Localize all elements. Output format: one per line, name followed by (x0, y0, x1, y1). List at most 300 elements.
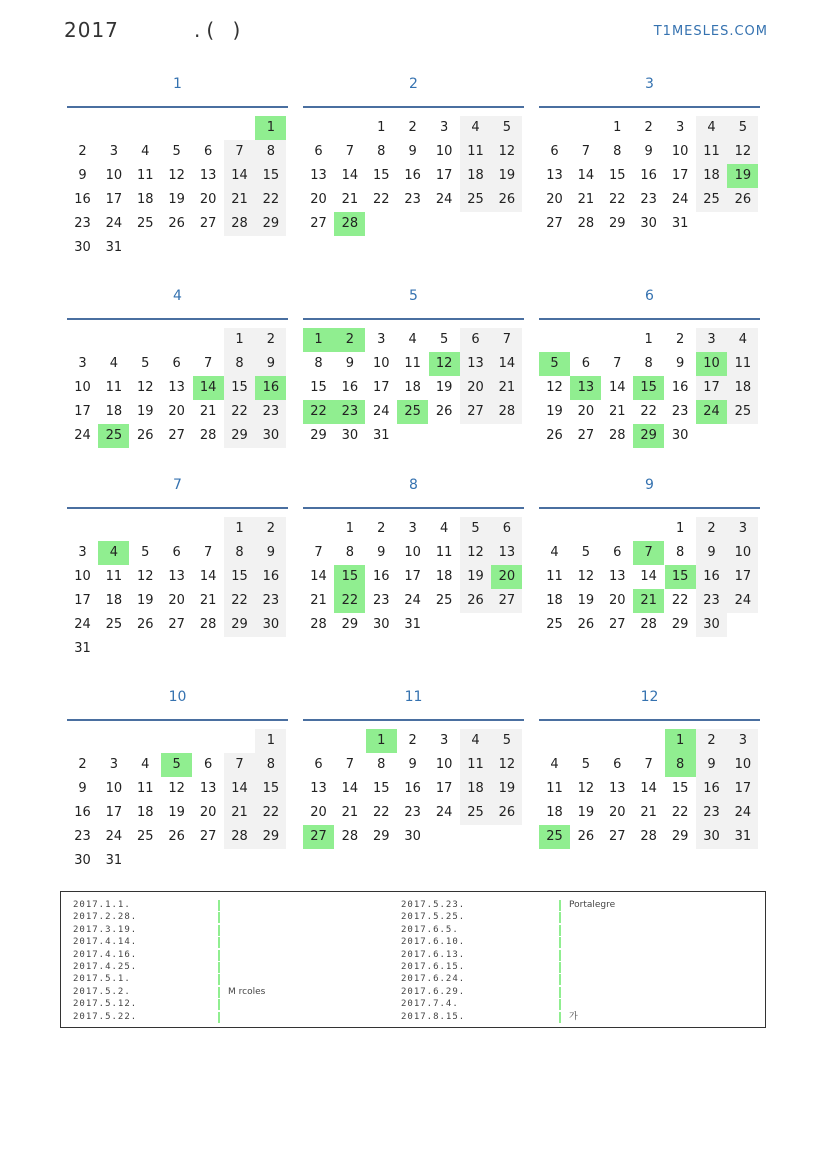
day-cell: 18 (137, 192, 154, 207)
holiday-date: 2017.4.14. (73, 937, 138, 948)
day-cell: 31 (74, 641, 91, 656)
holiday-day-cell: 15 (334, 565, 365, 589)
day-cell: 28 (640, 829, 657, 844)
day-cell: 20 (310, 192, 327, 207)
day-cell: 15 (373, 781, 390, 796)
holiday-date: 2017.3.19. (73, 924, 138, 935)
day-cell: 25 (137, 216, 154, 231)
month-name: 1 (173, 76, 182, 92)
day-cell: 18 (105, 593, 123, 608)
day-cell: 29 (373, 829, 390, 844)
holiday-date: 2017.2.28. (73, 912, 138, 923)
day-cell: 12 (577, 569, 595, 584)
day-cell: 16 (696, 565, 727, 589)
day-cell: 17 (373, 380, 390, 395)
month-days (539, 721, 760, 849)
day-cell: 25 (727, 400, 758, 424)
holiday-date: 2017.6.10. (401, 937, 466, 948)
holiday-day-cell: 5 (539, 352, 570, 376)
day-cell: 17 (105, 192, 123, 207)
day-cell: 2 (675, 332, 685, 347)
day-cell: 19 (460, 565, 491, 589)
day-cell: 4 (408, 332, 417, 347)
day-cell: 19 (435, 380, 453, 395)
day-cell: 12 (546, 380, 563, 395)
day-cell: 22 (373, 805, 390, 820)
day-cell: 2 (377, 521, 386, 536)
month-11 (303, 685, 524, 849)
day-cell: 21 (341, 805, 359, 820)
day-cell: 14 (609, 380, 626, 395)
day-cell: 15 (671, 781, 689, 796)
day-cell: 28 (310, 617, 327, 632)
day-cell: 8 (224, 352, 255, 376)
day-cell: 6 (172, 356, 181, 371)
day-cell: 3 (696, 328, 727, 352)
month-days (303, 721, 524, 849)
day-cell: 17 (696, 376, 727, 400)
day-cell: 17 (435, 781, 453, 796)
day-cell: 29 (224, 613, 255, 637)
day-cell: 9 (408, 757, 417, 772)
month-1 (67, 72, 288, 260)
day-cell: 10 (105, 168, 123, 183)
holiday-color-marker (559, 962, 561, 973)
day-cell: 10 (671, 144, 689, 159)
day-cell: 18 (727, 376, 758, 400)
month-days (303, 509, 524, 637)
day-cell: 26 (577, 617, 595, 632)
day-cell: 14 (199, 569, 217, 584)
day-cell: 21 (199, 593, 217, 608)
day-cell: 2 (696, 729, 727, 753)
day-cell: 8 (377, 757, 386, 772)
day-cell: 25 (137, 829, 154, 844)
day-cell: 20 (577, 404, 595, 419)
day-cell: 2 (408, 733, 417, 748)
day-cell: 11 (546, 569, 563, 584)
holiday-day-cell: 1 (665, 729, 696, 753)
page-title-country: .( ) (194, 18, 247, 42)
day-cell: 9 (78, 168, 87, 183)
day-cell: 18 (546, 593, 563, 608)
holiday-day-cell: 15 (665, 565, 696, 589)
day-cell: 28 (640, 617, 657, 632)
day-cell: 16 (74, 805, 91, 820)
day-cell: 12 (460, 541, 491, 565)
month-days (303, 108, 524, 236)
month-days (303, 320, 524, 448)
day-cell: 4 (550, 545, 559, 560)
holiday-day-cell: 24 (696, 400, 727, 424)
holiday-date: 2017.1.1. (73, 900, 131, 910)
day-cell: 29 (671, 617, 689, 632)
day-cell: 23 (255, 400, 286, 424)
holiday-day-cell: 1 (303, 328, 334, 352)
day-cell: 29 (224, 424, 255, 448)
day-cell: 21 (341, 192, 359, 207)
month-name: 2 (409, 76, 418, 92)
holiday-day-cell: 25 (397, 400, 428, 424)
day-cell: 1 (255, 729, 286, 753)
month-6 (539, 284, 760, 448)
day-cell: 9 (78, 781, 87, 796)
day-cell: 24 (435, 192, 453, 207)
day-cell: 17 (435, 168, 453, 183)
day-cell: 24 (105, 829, 123, 844)
day-cell: 2 (78, 757, 87, 772)
day-cell: 9 (255, 352, 286, 376)
day-cell: 19 (168, 805, 185, 820)
holiday-day-cell: 22 (303, 400, 334, 424)
day-cell: 12 (491, 140, 522, 164)
day-cell: 21 (199, 404, 217, 419)
day-cell: 14 (224, 164, 255, 188)
day-cell: 11 (137, 781, 154, 796)
holiday-date: 2017.6.13. (401, 949, 466, 960)
day-cell: 20 (310, 805, 327, 820)
day-cell: 1 (224, 328, 255, 352)
day-cell: 13 (609, 569, 626, 584)
day-cell: 23 (373, 593, 390, 608)
day-cell: 16 (404, 168, 421, 183)
day-cell: 6 (550, 144, 559, 159)
day-cell: 27 (546, 216, 563, 231)
day-cell: 7 (491, 328, 522, 352)
day-cell: 2 (255, 517, 286, 541)
month-12 (539, 685, 760, 849)
day-cell: 20 (168, 404, 185, 419)
day-cell: 24 (671, 192, 689, 207)
month-name: 10 (168, 689, 187, 705)
day-cell: 6 (314, 144, 323, 159)
day-cell: 5 (141, 356, 150, 371)
day-cell: 28 (609, 428, 626, 443)
day-cell: 23 (671, 404, 689, 419)
day-cell: 31 (727, 825, 758, 849)
holiday-date: 2017.5.1. (73, 974, 131, 985)
day-cell: 24 (435, 805, 453, 820)
holiday-color-marker (218, 987, 220, 998)
month-name: 12 (640, 689, 659, 705)
holiday-day-cell: 13 (570, 376, 601, 400)
holiday-color-marker (218, 962, 220, 973)
day-cell: 4 (141, 757, 150, 772)
month-name: 6 (645, 288, 654, 304)
day-cell: 27 (609, 829, 626, 844)
day-cell: 21 (224, 188, 255, 212)
day-cell: 17 (74, 404, 91, 419)
day-cell: 31 (404, 617, 421, 632)
day-cell: 12 (727, 140, 758, 164)
day-cell: 24 (727, 801, 758, 825)
day-cell: 19 (491, 777, 522, 801)
day-cell: 11 (546, 781, 563, 796)
holiday-date: 2017.7.4. (401, 999, 459, 1010)
day-cell: 1 (644, 332, 653, 347)
day-cell: 15 (609, 168, 626, 183)
day-cell: 29 (310, 428, 327, 443)
site-link[interactable]: T1MESLES.COM (653, 24, 768, 39)
day-cell: 6 (460, 328, 491, 352)
day-cell: 15 (310, 380, 327, 395)
day-cell: 17 (727, 777, 758, 801)
holiday-color-marker (559, 974, 561, 985)
day-cell: 10 (404, 545, 421, 560)
day-cell: 19 (137, 593, 154, 608)
day-cell: 20 (199, 805, 217, 820)
day-cell: 24 (727, 589, 758, 613)
day-cell: 27 (609, 617, 626, 632)
day-cell: 3 (675, 120, 685, 135)
day-cell: 6 (203, 144, 213, 159)
day-cell: 9 (255, 541, 286, 565)
month-9 (539, 473, 760, 637)
day-cell: 18 (404, 380, 421, 395)
day-cell: 9 (696, 753, 727, 777)
day-cell: 27 (310, 216, 327, 231)
day-cell: 23 (404, 805, 421, 820)
day-cell: 1 (345, 521, 355, 536)
holiday-day-cell: 20 (491, 565, 522, 589)
day-cell: 8 (224, 541, 255, 565)
day-cell: 4 (460, 116, 491, 140)
day-cell: 22 (224, 589, 255, 613)
day-cell: 10 (435, 757, 453, 772)
holiday-day-cell: 28 (334, 212, 365, 236)
day-cell: 15 (255, 777, 286, 801)
day-cell: 9 (675, 356, 685, 371)
day-cell: 25 (696, 188, 727, 212)
day-cell: 8 (345, 545, 355, 560)
holiday-color-marker (218, 900, 220, 911)
day-cell: 31 (373, 428, 390, 443)
day-cell: 20 (460, 376, 491, 400)
day-cell: 1 (377, 120, 386, 135)
day-cell: 23 (74, 829, 91, 844)
holiday-day-cell: 4 (98, 541, 129, 565)
day-cell: 11 (460, 140, 491, 164)
day-cell: 12 (137, 569, 154, 584)
day-cell: 28 (224, 212, 255, 236)
day-cell: 30 (671, 428, 689, 443)
holiday-day-cell: 12 (429, 352, 460, 376)
month-days (67, 721, 288, 873)
day-cell: 30 (74, 240, 91, 255)
day-cell: 26 (137, 617, 154, 632)
day-cell: 19 (491, 164, 522, 188)
day-cell: 17 (105, 805, 123, 820)
holiday-day-cell: 10 (696, 352, 727, 376)
day-cell: 26 (168, 829, 185, 844)
holiday-color-marker (218, 950, 220, 961)
day-cell: 30 (640, 216, 657, 231)
holiday-color-marker (218, 937, 220, 948)
month-name: 9 (645, 477, 654, 493)
month-days (67, 108, 288, 260)
day-cell: 11 (105, 380, 123, 395)
holiday-date: 2017.4.25. (73, 961, 138, 972)
day-cell: 11 (435, 545, 453, 560)
day-cell: 26 (137, 428, 154, 443)
day-cell: 15 (373, 168, 390, 183)
day-cell: 5 (491, 729, 522, 753)
holiday-name: M rcoles (228, 986, 266, 997)
holiday-color-marker (559, 900, 561, 911)
day-cell: 6 (613, 545, 622, 560)
day-cell: 13 (310, 781, 327, 796)
day-cell: 21 (609, 404, 626, 419)
day-cell: 21 (491, 376, 522, 400)
day-cell: 1 (613, 120, 622, 135)
day-cell: 27 (168, 617, 185, 632)
day-cell: 7 (345, 144, 355, 159)
holiday-date: 2017.5.22. (73, 1011, 138, 1022)
day-cell: 22 (373, 192, 390, 207)
day-cell: 14 (491, 352, 522, 376)
day-cell: 12 (168, 168, 185, 183)
day-cell: 27 (577, 428, 595, 443)
day-cell: 5 (460, 517, 491, 541)
day-cell: 19 (168, 192, 185, 207)
holiday-day-cell: 5 (161, 753, 192, 777)
day-cell: 22 (671, 593, 689, 608)
day-cell: 22 (609, 192, 626, 207)
day-cell: 7 (581, 144, 591, 159)
holiday-day-cell: 7 (633, 541, 664, 565)
month-days (539, 320, 760, 448)
day-cell: 22 (255, 801, 286, 825)
day-cell: 5 (727, 116, 758, 140)
day-cell: 14 (341, 168, 359, 183)
day-cell: 26 (546, 428, 563, 443)
day-cell: 14 (577, 168, 595, 183)
day-cell: 5 (172, 144, 181, 159)
day-cell: 22 (640, 404, 657, 419)
day-cell: 23 (404, 192, 421, 207)
day-cell: 28 (341, 829, 359, 844)
day-cell: 15 (255, 164, 286, 188)
day-cell: 2 (78, 144, 87, 159)
page-title-year: 2017 (64, 18, 119, 42)
day-cell: 12 (577, 781, 595, 796)
holiday-day-cell: 15 (633, 376, 664, 400)
day-cell: 21 (224, 801, 255, 825)
day-cell: 22 (671, 805, 689, 820)
day-cell: 18 (460, 777, 491, 801)
day-cell: 29 (255, 825, 286, 849)
month-10 (67, 685, 288, 873)
holiday-color-marker (218, 1012, 220, 1023)
day-cell: 11 (460, 753, 491, 777)
day-cell: 4 (439, 521, 449, 536)
holiday-day-cell: 21 (633, 589, 664, 613)
day-cell: 25 (105, 617, 123, 632)
day-cell: 17 (74, 593, 91, 608)
day-cell: 18 (696, 164, 727, 188)
month-name: 11 (404, 689, 423, 705)
day-cell: 5 (439, 332, 449, 347)
day-cell: 12 (491, 753, 522, 777)
day-cell: 6 (613, 757, 622, 772)
day-cell: 24 (105, 216, 123, 231)
month-days (67, 509, 288, 661)
holiday-day-cell: 22 (334, 589, 365, 613)
day-cell: 19 (546, 404, 563, 419)
day-cell: 18 (460, 164, 491, 188)
day-cell: 20 (609, 805, 626, 820)
holiday-date: 2017.4.16. (73, 949, 138, 960)
day-cell: 5 (581, 757, 591, 772)
day-cell: 19 (137, 404, 154, 419)
day-cell: 12 (137, 380, 154, 395)
day-cell: 23 (255, 589, 286, 613)
day-cell: 3 (408, 521, 417, 536)
day-cell: 16 (404, 781, 421, 796)
day-cell: 24 (373, 404, 390, 419)
month-name: 8 (409, 477, 418, 493)
day-cell: 24 (74, 617, 91, 632)
day-cell: 9 (377, 545, 386, 560)
day-cell: 3 (727, 517, 758, 541)
day-cell: 26 (577, 829, 595, 844)
day-cell: 2 (696, 517, 727, 541)
holiday-day-cell: 8 (665, 753, 696, 777)
day-cell: 30 (255, 613, 286, 637)
month-8 (303, 473, 524, 637)
day-cell: 6 (581, 356, 591, 371)
day-cell: 30 (74, 853, 91, 868)
holiday-day-cell: 25 (539, 825, 570, 849)
day-cell: 7 (644, 757, 653, 772)
holiday-date: 2017.5.25. (401, 912, 466, 923)
day-cell: 30 (255, 424, 286, 448)
month-name: 5 (409, 288, 418, 304)
day-cell: 3 (727, 729, 758, 753)
day-cell: 7 (203, 545, 213, 560)
day-cell: 30 (341, 428, 359, 443)
day-cell: 3 (439, 733, 449, 748)
holiday-legend (60, 891, 766, 1028)
day-cell: 8 (255, 140, 286, 164)
day-cell: 22 (255, 188, 286, 212)
holiday-date: 2017.5.23. (401, 900, 466, 910)
day-cell: 13 (199, 168, 217, 183)
day-cell: 14 (640, 781, 657, 796)
day-cell: 11 (727, 352, 758, 376)
day-cell: 13 (168, 569, 185, 584)
day-cell: 7 (224, 140, 255, 164)
month-7 (67, 473, 288, 661)
day-cell: 30 (404, 829, 421, 844)
day-cell: 31 (671, 216, 689, 231)
day-cell: 31 (105, 240, 123, 255)
day-cell: 14 (224, 777, 255, 801)
month-name: 4 (173, 288, 182, 304)
day-cell: 22 (224, 400, 255, 424)
day-cell: 8 (644, 356, 653, 371)
day-cell: 8 (255, 753, 286, 777)
day-cell: 27 (199, 829, 217, 844)
day-cell: 3 (377, 332, 386, 347)
month-name: 7 (173, 477, 182, 493)
day-cell: 10 (435, 144, 453, 159)
day-cell: 5 (141, 545, 150, 560)
day-cell: 3 (109, 144, 119, 159)
day-cell: 28 (199, 617, 217, 632)
day-cell: 23 (74, 216, 91, 231)
holiday-day-cell: 23 (334, 400, 365, 424)
